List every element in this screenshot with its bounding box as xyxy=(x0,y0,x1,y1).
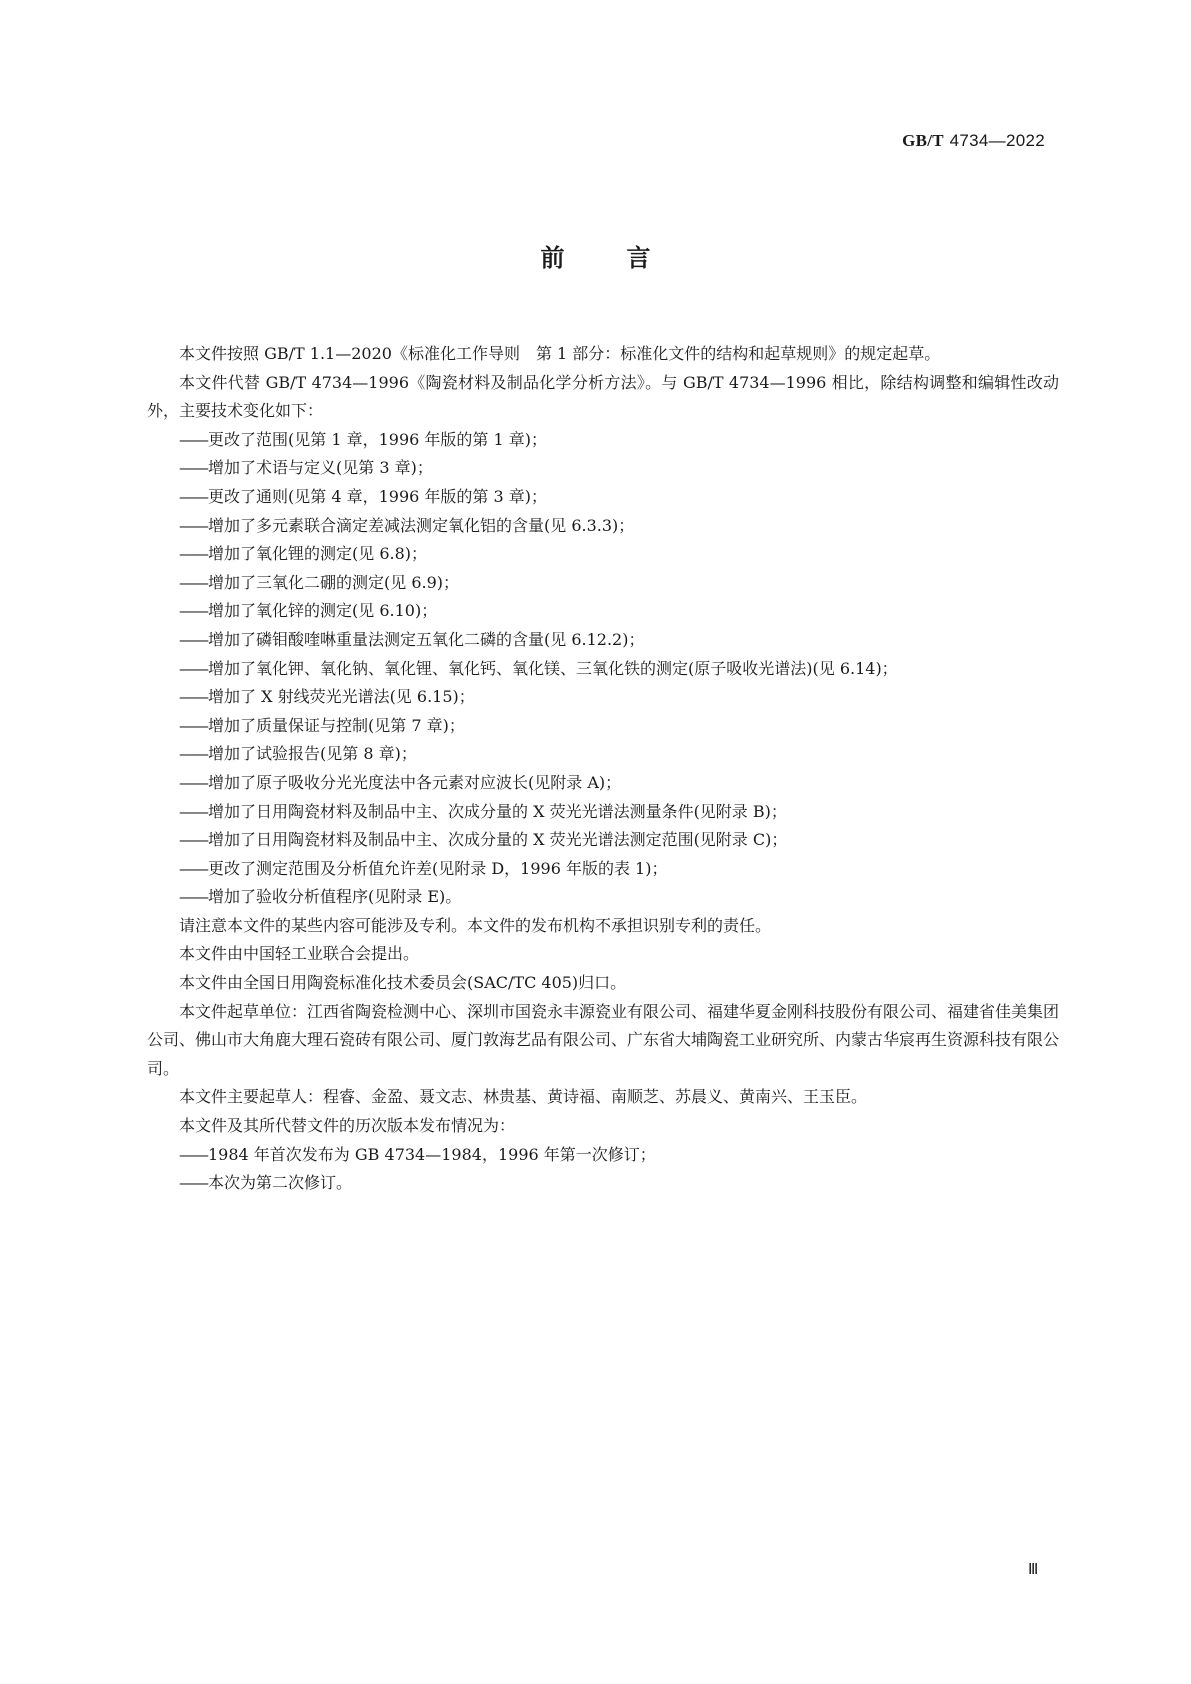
list-item xyxy=(147,1141,1059,1170)
list-item-text: 增加了 X 射线荧光光谱法(见 6.15)； xyxy=(208,687,475,707)
list-item-text: 增加了多元素联合滴定差减法测定氧化铝的含量(见 6.3.3)； xyxy=(208,515,635,535)
list-item-text: 增加了日用陶瓷材料及制品中主、次成分量的 X 荧光光谱法测量条件(见附录 B)； xyxy=(208,801,787,821)
standard-number: 4734—2022 xyxy=(949,131,1045,150)
dash-bullet: —— xyxy=(179,887,207,907)
dash-bullet: —— xyxy=(179,486,207,506)
list-item-text: 增加了原子吸收分光光度法中各元素对应波长(见附录 A)； xyxy=(208,772,622,792)
foreword-body xyxy=(147,340,1059,1198)
list-item-text: 增加了术语与定义(见第 3 章)； xyxy=(208,458,433,478)
dash-bullet: —— xyxy=(179,801,207,821)
list-item xyxy=(147,454,1059,483)
history-list xyxy=(147,1141,1059,1198)
list-item xyxy=(147,826,1059,855)
list-item xyxy=(147,798,1059,827)
list-item-text: 更改了通则(见第 4 章，1996 年版的第 3 章)； xyxy=(208,486,547,506)
patent-notice: 请注意本文件的某些内容可能涉及专利。本文件的发布机构不承担识别专利的责任。 xyxy=(179,915,772,935)
list-item-text: 增加了验收分析值程序(见附录 E)。 xyxy=(208,887,462,907)
dash-bullet: —— xyxy=(179,658,207,678)
history-intro: 本文件及其所代替文件的历次版本发布情况为： xyxy=(179,1116,516,1136)
drafting-basis-paragraph: 本文件按照 GB/T 1.1—2020《标准化工作导则 第 1 部分：标准化文件的结构和起草规则》的规定起草。 xyxy=(179,344,941,363)
dash-bullet: —— xyxy=(179,572,207,592)
replacement-paragraph: 本文件代替 GB/T 4734—1996《陶瓷材料及制品化学分析方法》。与 GB/T 4734—1996 相比，除结构调整和编辑性改动外，主要技术变化如下： xyxy=(147,372,1059,421)
standard-code-header xyxy=(902,131,1045,151)
dash-bullet: —— xyxy=(179,515,207,535)
dash-bullet: —— xyxy=(179,715,207,735)
dash-bullet: —— xyxy=(179,429,207,449)
page-number: Ⅲ xyxy=(1028,1562,1039,1578)
list-item xyxy=(147,483,1059,512)
list-item xyxy=(147,569,1059,598)
dash-bullet: —— xyxy=(179,687,207,707)
list-item xyxy=(147,740,1059,769)
list-item xyxy=(147,769,1059,798)
list-item xyxy=(147,683,1059,712)
proposed-by: 本文件由中国轻工业联合会提出。 xyxy=(179,944,420,964)
list-item xyxy=(147,540,1059,569)
dash-bullet: —— xyxy=(179,458,207,478)
dash-bullet: —— xyxy=(179,858,207,878)
list-item-text: 1984 年首次发布为 GB 4734—1984，1996 年第一次修订； xyxy=(208,1144,656,1164)
drafting-units: 本文件起草单位：江西省陶瓷检测中心、深圳市国瓷永丰源瓷业有限公司、福建华夏金刚科技股份有限公司、福建省佳美集团公司、佛山市大角鹿大理石瓷砖有限公司、厦门敦海艺品有限公司、广东省大埔陶瓷工业研究所、内蒙古华宸再生资源科技有限公司。 xyxy=(147,1001,1060,1078)
list-item-text: 增加了日用陶瓷材料及制品中主、次成分量的 X 荧光光谱法测定范围(见附录 C)； xyxy=(208,830,788,850)
list-item-text: 更改了测定范围及分析值允许差(见附录 D，1996 年版的表 1)； xyxy=(208,858,668,878)
list-item-text: 增加了氧化锂的测定(见 6.8)； xyxy=(208,544,428,564)
list-item-text: 增加了氧化锌的测定(见 6.10)； xyxy=(208,601,438,621)
standard-prefix: GB/T xyxy=(902,131,944,150)
dash-bullet: —— xyxy=(179,830,207,850)
list-item xyxy=(147,597,1059,626)
list-item xyxy=(147,712,1059,741)
list-item xyxy=(147,883,1059,912)
list-item xyxy=(147,626,1059,655)
changes-list xyxy=(147,426,1059,912)
dash-bullet: —— xyxy=(179,544,207,564)
list-item xyxy=(147,512,1059,541)
list-item xyxy=(147,426,1059,455)
list-item-text: 增加了三氧化二硼的测定(见 6.9)； xyxy=(208,572,460,592)
page-title: 前言 xyxy=(540,244,713,272)
list-item-text: 增加了质量保证与控制(见第 7 章)； xyxy=(208,715,465,735)
dash-bullet: —— xyxy=(179,772,207,792)
list-item-text: 本次为第二次修订。 xyxy=(208,1173,353,1193)
list-item-text: 增加了氧化钾、氧化钠、氧化锂、氧化钙、氧化镁、三氧化铁的测定(原子吸收光谱法)(见 6.14)； xyxy=(208,658,898,678)
list-item xyxy=(147,855,1059,884)
list-item xyxy=(147,1169,1059,1198)
drafters: 本文件主要起草人：程睿、金盈、聂文志、林贵基、黄诗福、南顺芝、苏晨义、黄南兴、王玉臣。 xyxy=(179,1087,868,1107)
managed-by: 本文件由全国日用陶瓷标准化技术委员会(SAC/TC 405)归口。 xyxy=(179,973,627,993)
dash-bullet: —— xyxy=(179,629,207,649)
dash-bullet: —— xyxy=(179,601,207,621)
list-item xyxy=(147,655,1059,684)
list-item-text: 更改了范围(见第 1 章，1996 年版的第 1 章)； xyxy=(208,429,547,449)
dash-bullet: —— xyxy=(179,744,207,764)
dash-bullet: —— xyxy=(179,1173,207,1193)
list-item-text: 增加了磷钼酸喹啉重量法测定五氧化二磷的含量(见 6.12.2)； xyxy=(208,629,645,649)
list-item-text: 增加了试验报告(见第 8 章)； xyxy=(208,744,417,764)
dash-bullet: —— xyxy=(179,1144,207,1164)
